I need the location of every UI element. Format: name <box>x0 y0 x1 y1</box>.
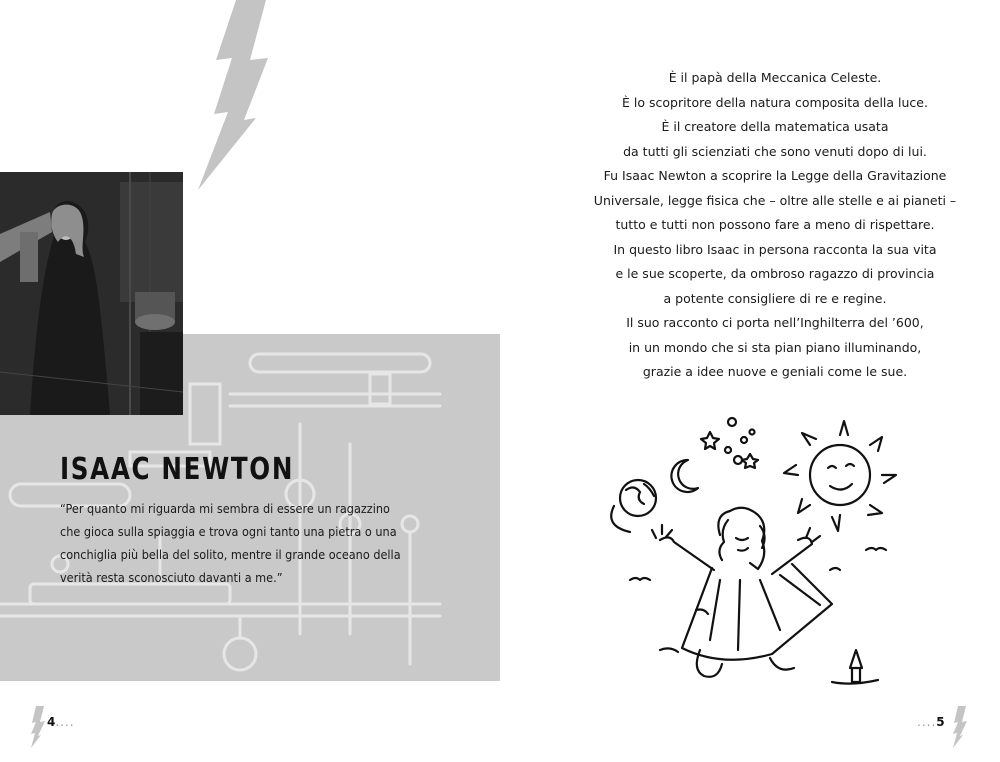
intro-line: a potente consigliere di re e regine. <box>663 290 887 306</box>
page-number-value: 4 <box>47 715 56 729</box>
intro-line: In questo libro Isaac in persona racconta la sua vita <box>613 241 937 257</box>
intro-line: Fu Isaac Newton a scoprire la Legge della Gravitazione <box>603 168 947 183</box>
intro-line: Il suo racconto ci porta nell’Inghilterra del ’600, <box>626 315 924 330</box>
page-title: ISAAC NEWTON <box>60 452 295 487</box>
intro-line: e le sue scoperte, da ombroso ragazzo di provincia <box>615 266 935 281</box>
newton-cartoon-illustration <box>600 410 920 710</box>
intro-line: in un mondo che si sta pian piano illuminando, <box>628 339 922 355</box>
earth-icon <box>611 480 656 532</box>
star-icon <box>742 454 758 468</box>
intro-line: È lo scopritore della natura composita della luce. <box>622 94 928 110</box>
lightning-bolt-icon <box>30 706 46 748</box>
page-number-left: 4.... <box>47 715 75 729</box>
page-number-value: 5 <box>936 715 945 729</box>
page-number-right: ....5 <box>917 715 945 729</box>
intro-line: da tutti gli scienziati che sono venuti dopo di lui. <box>623 143 927 159</box>
newton-quote: “Per quanto mi riguarda mi sembra di essere un ragazzino che gioca sulla spiaggia e trova ogni tanto una pietra o una conchiglia più bella del solito, mentre il grande oceano della verità resta sconosciuto davanti a me.” <box>60 502 401 585</box>
tower-icon <box>850 650 862 682</box>
star-icon <box>701 432 719 449</box>
intro-line: Universale, legge fisica che – oltre alle stelle e ai pianeti – <box>593 192 957 208</box>
newton-figure <box>652 508 832 677</box>
lightning-bolt-icon <box>952 706 968 748</box>
intro-line: È il papà della Meccanica Celeste. <box>668 70 882 85</box>
moon-icon <box>671 460 698 492</box>
intro-paragraph <box>575 66 975 385</box>
intro-line: grazie a idee nuove e geniali come le sue. <box>642 364 908 379</box>
intro-line: È il creatore della matematica usata <box>661 119 889 134</box>
newton-portrait-image <box>0 172 183 415</box>
lightning-bolt-icon <box>188 0 270 190</box>
sun-icon <box>784 421 896 531</box>
intro-line: tutto e tutti non possono fare a meno di rispettare. <box>615 217 935 232</box>
